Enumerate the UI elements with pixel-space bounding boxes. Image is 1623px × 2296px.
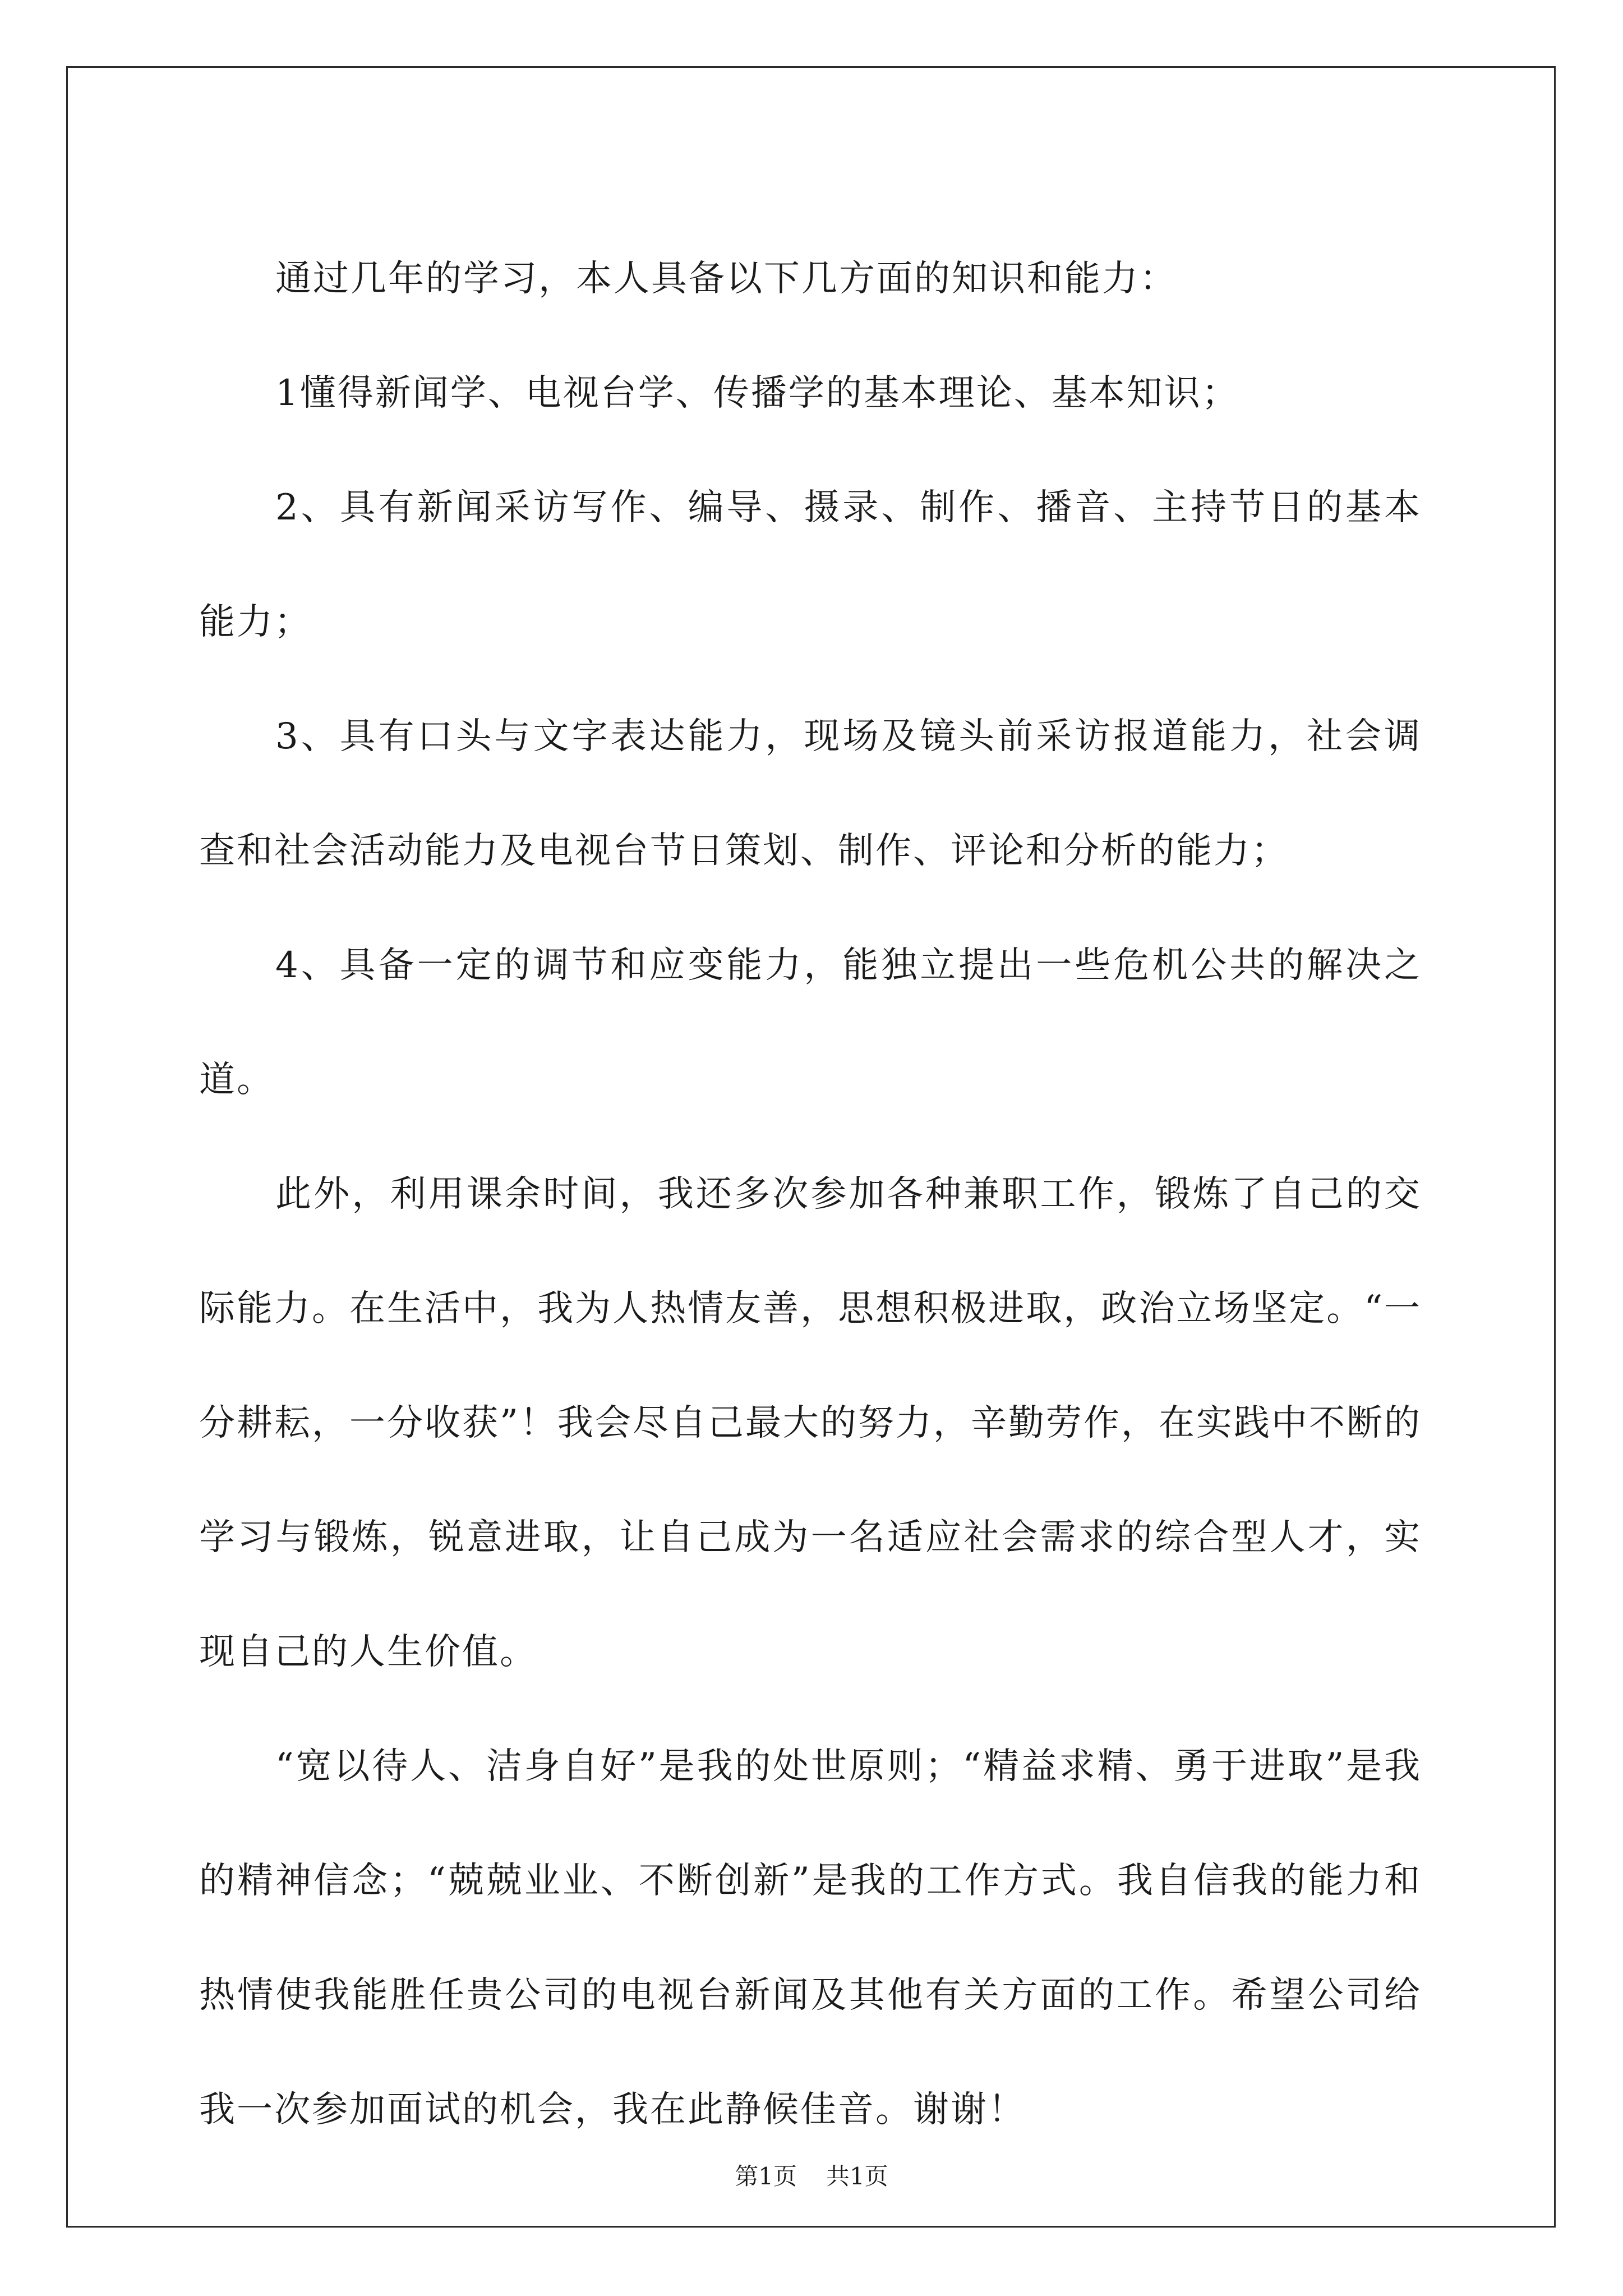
paragraph-intro: 通过几年的学习，本人具备以下几方面的知识和能力： [275,258,1177,300]
paragraph-extra-activities: 此外，利用课余时间，我还多次参加各种兼职工作，锻炼了自己的交际能力。在生活中，我为人热情友善，思想积极进取，政治立场坚定。“一分耕耘，一分收获”！我会尽自己最大的努力，辛勤劳作，在实践中不断的学习与锻炼，锐意进取，让自己成为一名适应社会需求的综合型人才，实现自己的人生价值。 [199,1174,1422,1673]
page-number: 第1页 [735,2162,797,2190]
paragraph-item-1: 1懂得新闻学、电视台学、传播学的基本理论、基本知识； [275,372,1239,414]
page-footer [0,2160,1623,2193]
paragraph-item-3: 3、具有口头与文字表达能力，现场及镜头前采访报道能力，社会调查和社会活动能力及电视台节日策划、制作、评论和分析的能力； [199,716,1422,872]
paragraph-closing: “宽以待人、洁身自好”是我的处世原则；“精益求精、勇于进取”是我的精神信念；“兢兢业业、不断创新”是我的工作方式。我自信我的能力和热情使我能胜任贵公司的电视台新闻及其他有关方面的工作。希望公司给我一次参加面试的机会，我在此静候佳音。谢谢！ [199,1746,1422,2131]
paragraph-item-2: 2、具有新闻采访写作、编导、摄录、制作、播音、主持节日的基本能力； [199,487,1422,643]
paragraph-item-4: 4、具备一定的调节和应变能力，能独立提出一些危机公共的解决之道。 [199,945,1422,1101]
page-total: 共1页 [826,2162,888,2190]
document-body [199,222,1422,2167]
